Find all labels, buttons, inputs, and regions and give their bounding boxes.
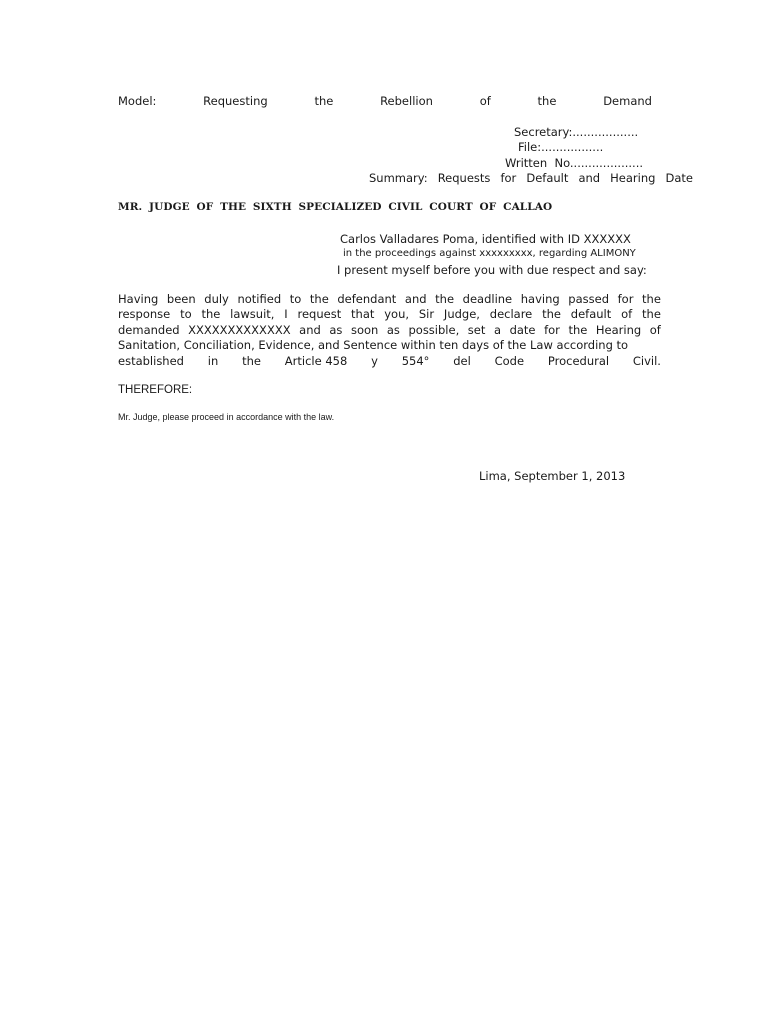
paragraph-word: of: [649, 322, 661, 337]
paragraph-word: 554°: [401, 353, 430, 368]
paragraph-word: response: [118, 307, 171, 322]
model-title-word: the: [537, 94, 557, 108]
model-title-line: [118, 94, 652, 108]
paragraph-word: the: [309, 292, 329, 306]
paragraph-word: in: [207, 353, 219, 368]
paragraph-word: and: [299, 322, 321, 337]
summary-word: Summary:: [369, 171, 428, 185]
summary-word: for: [500, 171, 517, 185]
model-title-word: Requesting: [203, 94, 268, 108]
paragraph-word: declare: [489, 307, 533, 322]
judge-heading: MR. JUDGE OF THE SIXTH SPECIALIZED CIVIL COURT OF CALLAO: [118, 201, 553, 213]
summary-word: Default: [526, 171, 569, 185]
model-title-word: Rebellion: [380, 94, 433, 108]
paragraph-word: to: [289, 292, 302, 306]
paragraph-word: Civil.: [632, 353, 661, 368]
paragraph-word: the: [435, 292, 455, 306]
paragraph-word: Judge,: [443, 307, 480, 322]
paragraph-word: soon: [350, 322, 379, 337]
paragraph-word: Sir: [418, 307, 435, 322]
paragraph-word: you,: [384, 307, 410, 322]
paragraph-word: y: [371, 353, 378, 368]
paragraph-word: for: [617, 292, 634, 306]
paragraph-word: notified: [237, 292, 282, 306]
paragraph-word: the: [642, 307, 661, 322]
file-field: File:.................: [518, 140, 604, 154]
paragraph-word: request: [297, 307, 342, 322]
paragraph-line: [118, 307, 661, 322]
summary-word: Hearing: [610, 171, 656, 185]
paragraph-word: possible,: [408, 322, 460, 337]
summary-word: and: [578, 171, 601, 185]
paragraph-word: Having: [118, 292, 159, 306]
proceed-line: Mr. Judge, please proceed in accordance with the law.: [118, 412, 335, 422]
paragraph-word: set: [467, 322, 486, 337]
paragraph-line: [118, 338, 661, 353]
summary-line: [369, 171, 693, 185]
therefore-label: THEREFORE:: [118, 384, 193, 396]
paragraph-word: of: [621, 307, 633, 322]
paragraph-word: lawsuit,: [230, 307, 275, 322]
date-line: Lima, September 1, 2013: [479, 469, 626, 483]
paragraph-word: Hearing: [595, 322, 642, 337]
paragraph-word: deadline: [462, 292, 513, 306]
summary-word: Requests: [437, 171, 491, 185]
request-paragraph: [118, 292, 661, 369]
paragraph-word: I: [284, 307, 288, 322]
paragraph-word: date: [509, 322, 536, 337]
paragraph-word: the: [568, 322, 588, 337]
paragraph-word: as: [386, 322, 400, 337]
paragraph-word: defendant: [337, 292, 397, 306]
proceedings-line: in the proceedings against xxxxxxxxx, regarding ALIMONY: [343, 248, 636, 259]
paragraph-word: Sanitation, Conciliation, Evidence, and Sentence within ten days of the Law according to: [118, 338, 629, 353]
paragraph-word: the: [201, 307, 221, 322]
paragraph-word: passed: [568, 292, 610, 306]
model-title-word: of: [479, 94, 491, 108]
paragraph-word: having: [520, 292, 560, 306]
secretary-field: Secretary:..................: [514, 125, 639, 139]
paragraph-word: duly: [204, 292, 229, 306]
paragraph-word: Procedural: [547, 353, 610, 368]
paragraph-word: the: [642, 292, 661, 306]
paragraph-line: [118, 354, 661, 369]
summary-word: Date: [665, 171, 693, 185]
petitioner-line: Carlos Valladares Poma, identified with ID XXXXXX: [340, 232, 631, 246]
paragraph-word: the: [242, 353, 261, 368]
model-title-word: the: [314, 94, 334, 108]
paragraph-word: established: [118, 353, 184, 368]
paragraph-word: Article 458: [284, 353, 348, 368]
paragraph-word: the: [542, 307, 561, 322]
paragraph-word: as: [329, 322, 343, 337]
paragraph-word: that: [351, 307, 375, 322]
written-number-field: Written No....................: [505, 156, 644, 170]
present-line: I present myself before you with due respect and say:: [337, 263, 647, 277]
paragraph-word: and: [404, 292, 427, 306]
paragraph-word: to: [180, 307, 192, 322]
paragraph-word: been: [166, 292, 196, 306]
paragraph-word: default: [570, 307, 612, 322]
paragraph-word: a: [493, 322, 501, 337]
model-title-word: Model:: [118, 94, 157, 108]
paragraph-line: [118, 292, 661, 307]
paragraph-word: demanded: [118, 322, 180, 337]
model-title-word: Demand: [603, 94, 652, 108]
paragraph-word: del: [453, 353, 471, 368]
paragraph-word: for: [544, 322, 560, 337]
paragraph-line: [118, 323, 661, 338]
paragraph-word: XXXXXXXXXXXXX: [188, 322, 291, 337]
paragraph-word: Code: [494, 353, 525, 368]
